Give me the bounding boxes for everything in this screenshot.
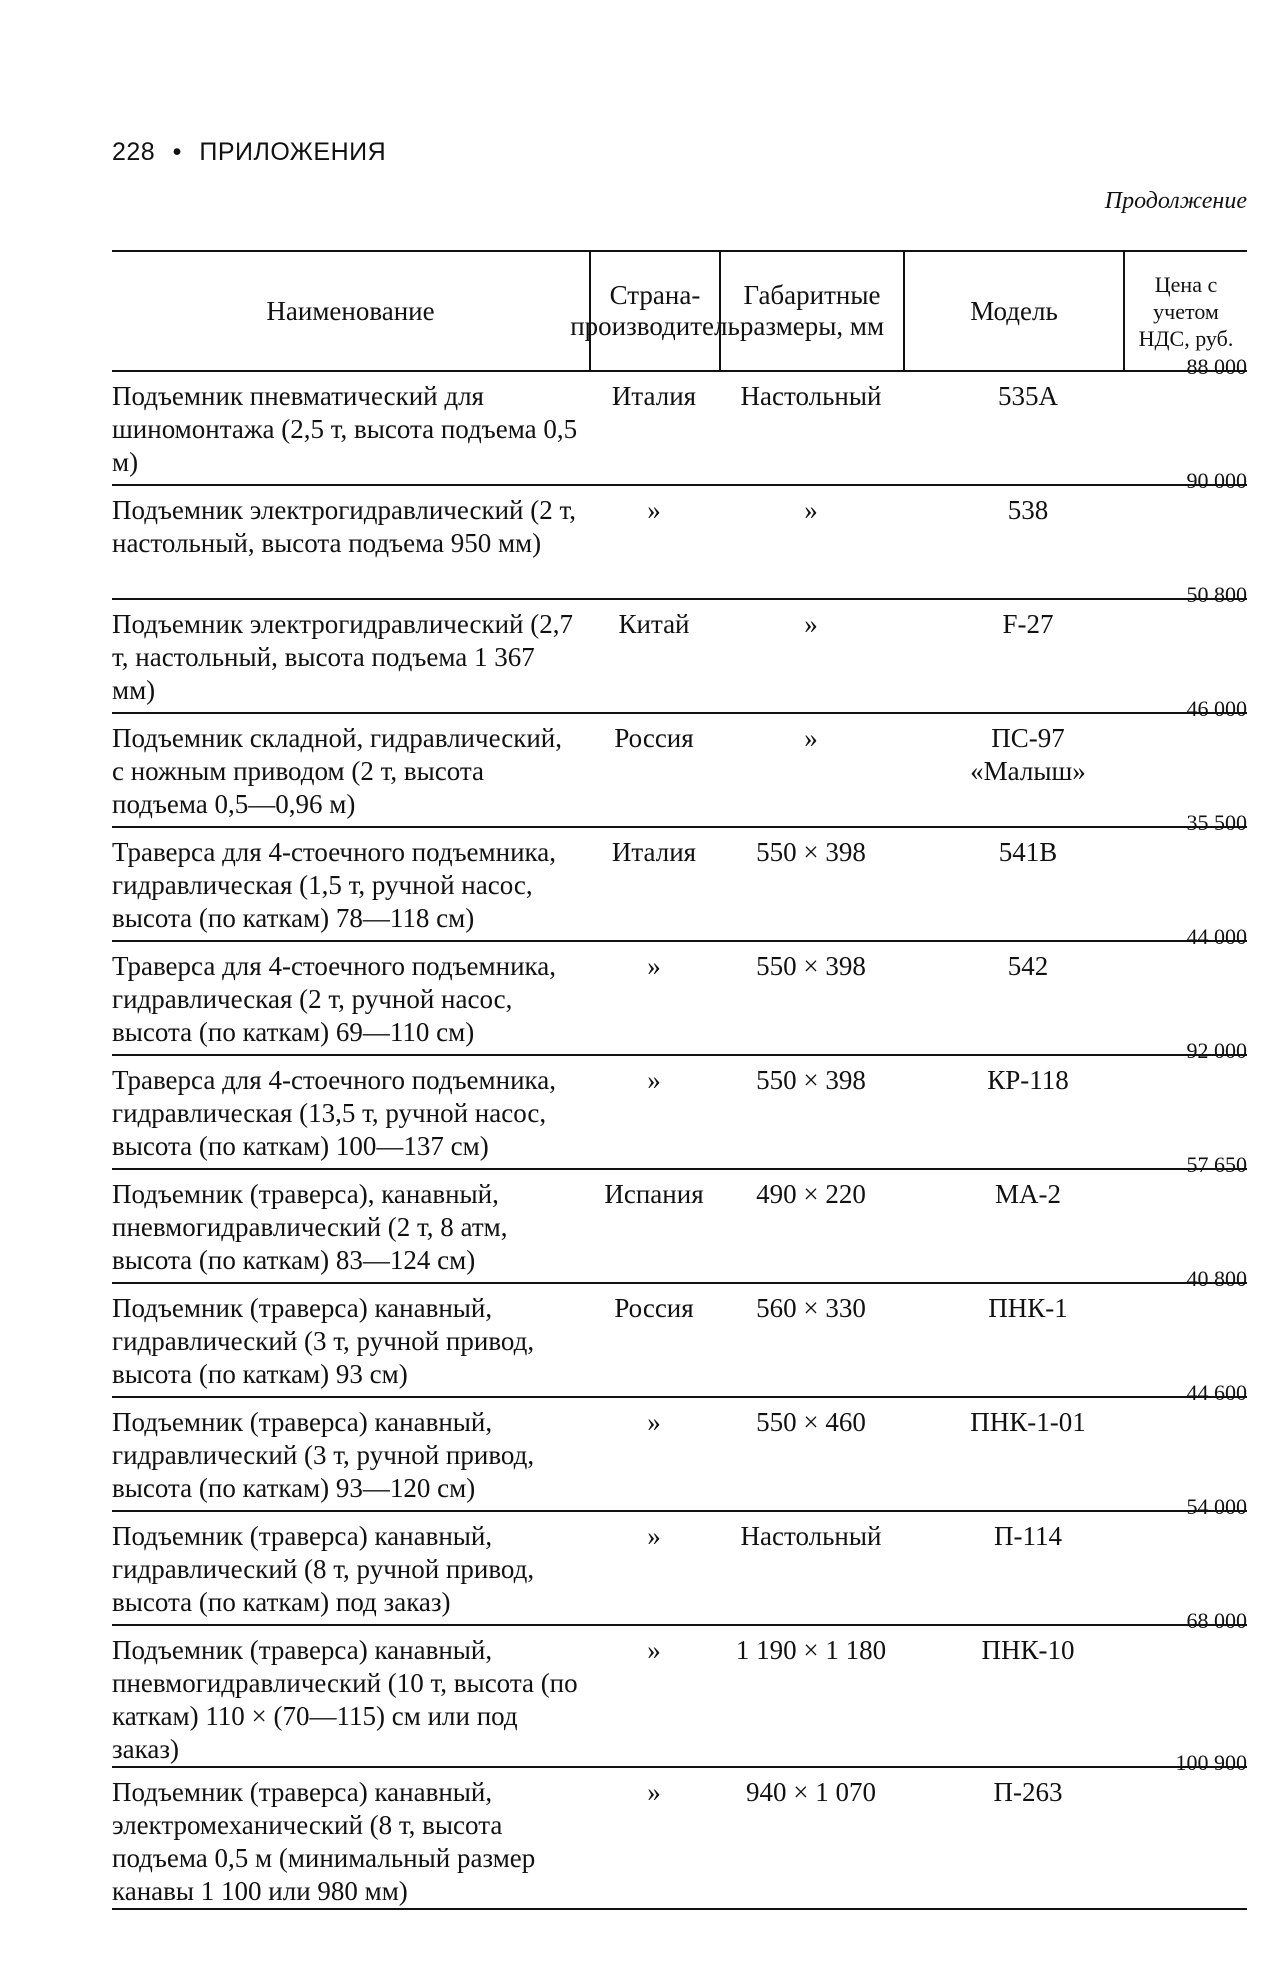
table-body	[112, 354, 1247, 1910]
table-row	[112, 1266, 1247, 1398]
row-price: 88 000	[1186, 354, 1247, 379]
table-row	[112, 468, 1247, 600]
row-price: 68 000	[1186, 1608, 1247, 1633]
row-dimensions: 490 × 220	[756, 1179, 866, 1209]
row-price: 90 000	[1186, 468, 1247, 493]
table-row	[112, 1038, 1247, 1170]
row-price: 35 500	[1186, 810, 1247, 835]
row-name: Подъемник (траверса) канавный, гидравлический (3 т, ручной привод, высота (по каткам) 93 см)	[112, 1293, 535, 1389]
table-row	[112, 582, 1247, 714]
row-dimensions: 550 × 398	[756, 1065, 866, 1095]
continuation-label: Продолжение	[1104, 188, 1247, 214]
row-model: КР-118	[987, 1065, 1069, 1095]
column-header-dimensions: Габаритные размеры, мм	[719, 252, 903, 370]
table-row	[112, 810, 1247, 942]
section-title: ПРИЛОЖЕНИЯ	[199, 138, 387, 166]
row-dimensions: »	[804, 495, 818, 525]
table-row	[112, 1152, 1247, 1284]
row-model: ПНК-1	[988, 1293, 1068, 1323]
table-row	[112, 1608, 1247, 1768]
table-header	[112, 250, 1247, 372]
column-header-name: Наименование	[266, 295, 435, 326]
row-name: Траверса для 4-стоечного подъемника, гидравлическая (13,5 т, ручной насос, высота (по каткам) 100—137 см)	[112, 1065, 556, 1161]
row-price: 57 650	[1186, 1152, 1247, 1177]
row-model: ПНК-10	[981, 1635, 1075, 1665]
row-name: Подъемник электрогидравлический (2,7 т, настольный, высота подъема 1 367 мм)	[112, 609, 573, 705]
price-table	[112, 250, 1247, 1910]
row-name: Подъемник (траверса), канавный, пневмогидравлический (2 т, 8 атм, высота (по каткам) 83—124 см)	[112, 1179, 508, 1275]
row-country: »	[647, 1521, 661, 1551]
row-name: Подъемник складной, гидравлический, с ножным приводом (2 т, высота подъема 0,5—0,96 м)	[112, 723, 562, 819]
table-row	[112, 924, 1247, 1056]
table-row	[112, 1380, 1247, 1512]
column-header-model: Модель	[903, 252, 1123, 370]
row-dimensions: 550 × 460	[756, 1407, 866, 1437]
page-number: 228	[112, 138, 156, 166]
row-model: ПС-97 «Малыш»	[970, 723, 1086, 786]
row-model: 542	[1007, 951, 1049, 981]
row-country: »	[647, 1635, 661, 1665]
row-dimensions: 1 190 × 1 180	[735, 1635, 887, 1665]
row-name: Подъемник (траверса) канавный, пневмогидравлический (10 т, высота (по каткам) 110 × (70—115) см или под заказ)	[112, 1635, 578, 1764]
row-dimensions: 550 × 398	[756, 837, 866, 867]
row-dimensions: 940 × 1 070	[746, 1777, 876, 1807]
row-country: »	[647, 1777, 661, 1807]
row-model: 535A	[998, 381, 1058, 411]
row-country: Италия	[611, 381, 697, 411]
row-price: 46 000	[1186, 696, 1247, 721]
row-country: »	[647, 1407, 661, 1437]
row-dimensions: »	[804, 723, 818, 753]
table-row	[112, 1494, 1247, 1626]
table-row	[112, 1750, 1247, 1910]
row-model: ПНК-1-01	[970, 1407, 1086, 1437]
running-head	[112, 138, 386, 167]
row-dimensions: 550 × 398	[756, 951, 866, 981]
row-price: 44 600	[1186, 1380, 1247, 1405]
row-country: Китай	[618, 609, 690, 639]
bullet-separator: •	[172, 138, 182, 166]
row-country: Испания	[604, 1179, 704, 1209]
row-price: 40 800	[1186, 1266, 1247, 1291]
row-price: 50 800	[1186, 582, 1247, 607]
row-name: Подъемник пневматический для шиномонтажа (2,5 т, высота подъема 0,5 м)	[112, 381, 578, 477]
row-model: МА-2	[995, 1179, 1061, 1209]
row-country: Россия	[614, 1293, 694, 1323]
row-dimensions: Настольный	[740, 1521, 882, 1551]
row-name: Подъемник (траверса) канавный, электромеханический (8 т, высота подъема 0,5 м (минимальный размер канавы 1 100 или 980 мм)	[112, 1777, 536, 1906]
row-model: П-263	[993, 1777, 1063, 1807]
row-price: 92 000	[1186, 1038, 1247, 1063]
row-model: П-114	[994, 1521, 1062, 1551]
row-country: »	[647, 951, 661, 981]
column-header-price: Цена с учетом НДС, руб.	[1123, 252, 1247, 370]
row-country: »	[647, 495, 661, 525]
row-price: 54 000	[1186, 1494, 1247, 1519]
table-row	[112, 354, 1247, 486]
row-dimensions: »	[804, 609, 818, 639]
row-model: 541B	[998, 837, 1058, 867]
row-country: Россия	[614, 723, 694, 753]
row-name: Подъемник (траверса) канавный, гидравлический (3 т, ручной привод, высота (по каткам) 93—120 см)	[112, 1407, 535, 1503]
row-model: 538	[1007, 495, 1049, 525]
row-dimensions: Настольный	[740, 381, 882, 411]
row-model: F-27	[1002, 609, 1054, 639]
row-name: Траверса для 4-стоечного подъемника, гидравлическая (2 т, ручной насос, высота (по каткам) 69—110 см)	[112, 951, 556, 1047]
row-country: »	[647, 1065, 661, 1095]
row-price: 44 000	[1186, 924, 1247, 949]
row-price: 100 900	[1175, 1750, 1247, 1775]
row-country: Италия	[611, 837, 697, 867]
column-header-country: Страна-производитель	[589, 252, 719, 370]
row-name: Траверса для 4-стоечного подъемника, гидравлическая (1,5 т, ручной насос, высота (по каткам) 78—118 см)	[112, 837, 556, 933]
row-name: Подъемник (траверса) канавный, гидравлический (8 т, ручной привод, высота (по каткам) под заказ)	[112, 1521, 535, 1617]
row-name: Подъемник электрогидравлический (2 т, настольный, высота подъема 950 мм)	[112, 495, 577, 558]
row-dimensions: 560 × 330	[756, 1293, 866, 1323]
table-row	[112, 696, 1247, 828]
